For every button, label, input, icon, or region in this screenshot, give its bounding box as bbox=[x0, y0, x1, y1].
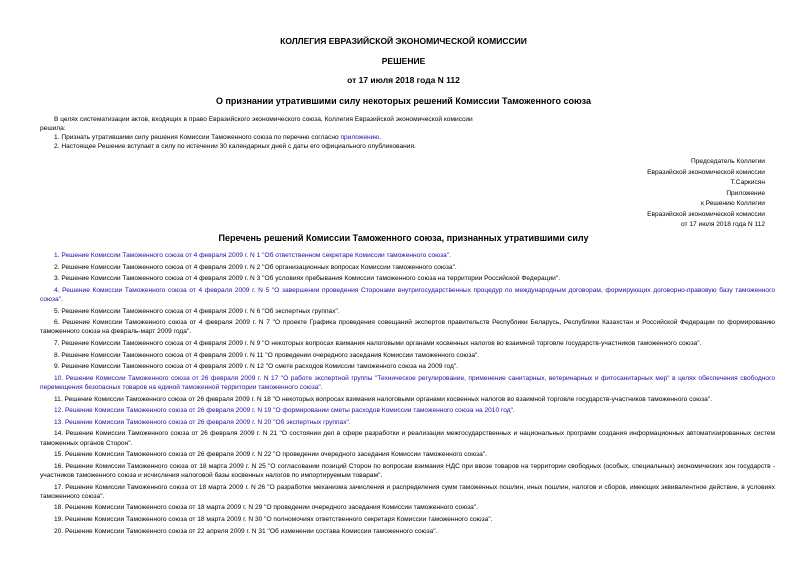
document-date-number: от 17 июля 2018 года N 112 bbox=[347, 75, 460, 85]
list-item: 2. Решение Комиссии Таможенного союза от 4 февраля 2009 г. N 2 "Об организационных вопросах Комиссии таможенного союза". bbox=[54, 263, 457, 271]
list-item: 15. Решение Комиссии Таможенного союза от 26 февраля 2009 г. N 22 "О проведении очередного заседания Комиссии таможенного союза". bbox=[54, 451, 488, 459]
clause-1 bbox=[40, 133, 780, 142]
org-name: КОЛЛЕГИЯ ЕВРАЗИЙСКОЙ ЭКОНОМИЧЕСКОЙ КОМИССИИ bbox=[280, 36, 527, 46]
list-item-link[interactable]: 10. Решение Комиссии Таможенного союза от 26 февраля 2009 г. N 17 "О работе экспертной группы "Техническое регулирование, применение санитарных, ветеринарных и фитосанитарных мер" в целях обеспечения свободного перемещения безопасных товаров на единой таможенной территории таможенного союза". bbox=[40, 374, 775, 391]
clause-2: 2. Настоящее Решение вступает в силу по истечении 30 календарных дней с даты его официального опубликования. bbox=[54, 143, 416, 150]
signature-line: Председатель Коллегии bbox=[691, 158, 765, 165]
list-item: 5. Решение Комиссии Таможенного союза от 4 февраля 2009 г. N 6 "Об экспертных группах". bbox=[54, 307, 340, 315]
intro-resolved: решила: bbox=[40, 125, 66, 132]
intro-paragraph: В целях систематизации актов, входящих в право Евразийского экономического союза, Коллегия Евразийской экономической комиссии bbox=[54, 116, 473, 123]
appendix-line: к Решению Коллегии bbox=[700, 200, 765, 207]
document-type: РЕШЕНИЕ bbox=[381, 56, 426, 66]
list-item: 11. Решение Комиссии Таможенного союза от 26 февраля 2009 г. N 18 "О некоторых вопросах взимания налоговыми органами косвенных налогов во взаимной торговле государств-участников таможенного союза". bbox=[54, 395, 712, 403]
list-item: 16. Решение Комиссии Таможенного союза от 18 марта 2009 г. N 25 "О согласовании позиций Сторон по вопросам взимания НДС при ввозе товаров на территории свободных (особых, специальных) экономических зон государств - участников таможенного союза и исчисления налоговой базы косвенных налогов по импортируемым товарам". bbox=[40, 462, 775, 479]
signature-line: Т.Саркисян bbox=[730, 179, 765, 186]
decisions-list bbox=[40, 251, 775, 538]
list-item: 17. Решение Комиссии Таможенного союза от 18 марта 2009 г. N 26 "О разработке механизма зачисления и распределения сумм таможенных пошлин, иных пошлин, налогов и сборов, имеющих эквивалентное действие, в условиях таможенного союза". bbox=[40, 483, 775, 500]
list-item: 9. Решение Комиссии Таможенного союза от 4 февраля 2009 г. N 12 "О смете расходов Комиссии таможенного союза на 2009 год". bbox=[54, 363, 459, 371]
clause-1-end: . bbox=[379, 134, 382, 141]
appendix-line: Евразийской экономической комиссии bbox=[647, 210, 765, 218]
list-item: 7. Решение Комиссии Таможенного союза от 4 февраля 2009 г. N 9 "О некоторых вопросах взимания налоговыми органами косвенных налогов во взаимной торговле государств-участников таможенного союза". bbox=[54, 339, 702, 347]
list-item-link[interactable]: 4. Решение Комиссии Таможенного союза от 4 февраля 2009 г. N 5 "О завершении проведения Сторонами внутригосударственных процедур по международным договорам, формирующих договорно-правовую базу таможенного союза". bbox=[40, 286, 775, 303]
list-item: 3. Решение Комиссии Таможенного союза от 4 февраля 2009 г. N 3 "Об условиях пребывания Комиссии таможенного союза на территории Российской Федерации". bbox=[54, 275, 561, 283]
clause-1-text: 1. Признать утратившими силу решения Комиссии Таможенного союза по перечню согласно bbox=[54, 134, 341, 141]
list-item: 18. Решение Комиссии Таможенного союза от 18 марта 2009 г. N 29 "О проведении очередного заседания Комиссии таможенного союза". bbox=[54, 504, 478, 512]
appendix-line: Приложение bbox=[726, 189, 765, 197]
list-item: 20. Решение Комиссии Таможенного союза от 22 апреля 2009 г. N 31 "Об изменении состава Комиссии таможенного союза". bbox=[54, 527, 438, 535]
appendix-line: от 17 июля 2018 года N 112 bbox=[680, 221, 765, 228]
list-item-link[interactable]: 12. Решение Комиссии Таможенного союза от 26 февраля 2009 г. N 19 "О формировании сметы расходов Комиссии таможенного союза на 2010 год". bbox=[54, 407, 515, 415]
document-title: О признании утратившими силу некоторых решений Комиссии Таможенного союза bbox=[216, 96, 591, 106]
list-item-link[interactable]: 13. Решение Комиссии Таможенного союза от 26 февраля 2009 г. N 20 "Об экспертных группах". bbox=[54, 418, 351, 426]
list-title: Перечень решений Комиссии Таможенного союза, признанных утратившими силу bbox=[218, 233, 589, 243]
appendix-link[interactable]: приложению bbox=[340, 134, 380, 141]
signature-block bbox=[515, 157, 765, 231]
list-item: 19. Решение Комиссии Таможенного союза от 18 марта 2009 г. N 30 "О полномочиях ответственного секретаря Комиссии таможенного союза". bbox=[54, 515, 493, 523]
signature-line: Евразийской экономической комиссии bbox=[647, 168, 765, 176]
list-item-link[interactable]: 1. Решение Комиссии Таможенного союза от 4 февраля 2009 г. N 1 "Об ответственном секретаре Комиссии таможенного союза". bbox=[54, 252, 451, 259]
list-item: 8. Решение Комиссии Таможенного союза от 4 февраля 2009 г. N 11 "О проведении очередного заседания Комиссии таможенного союза". bbox=[54, 351, 480, 359]
list-item: 14. Решение Комиссии Таможенного союза от 26 февраля 2009 г. N 21 "О состоянии дел в сфере разработки и реализации межгосударственных и национальных программ создания информационных автоматизированных систем таможенных органов Сторон". bbox=[40, 430, 775, 447]
list-item: 6. Решение Комиссии Таможенного союза от 4 февраля 2009 г. N 7 "О проекте Графика проведения совещаний экспертов правительств Республики Беларусь, Республики Казахстан и Российской Федерации по формированию таможенного союза на февраль-март 2009 года". bbox=[40, 319, 775, 336]
intro-section bbox=[40, 115, 780, 151]
